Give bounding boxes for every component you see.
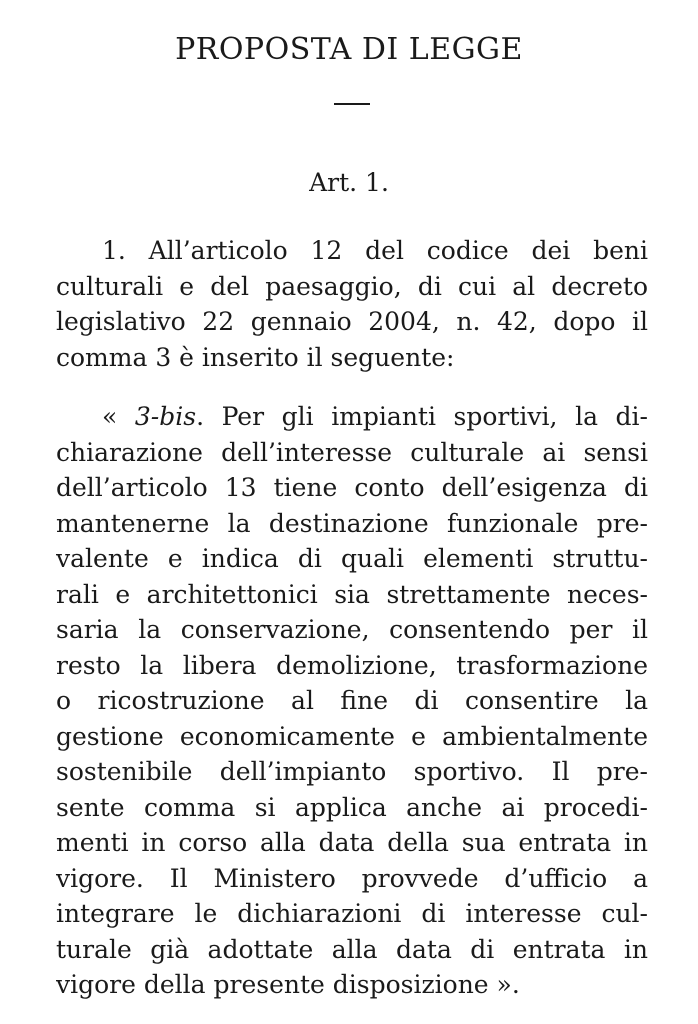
paragraph-2-quoted-text: [56, 399, 648, 1003]
paragraph-1-line: 1. All’articolo 12 del codice dei beni: [102, 236, 648, 265]
paragraph-2-line: integrare le dichiarazioni di interesse cul-: [56, 899, 648, 928]
first-line-text: . Per gli impianti sportivi, la di-: [196, 402, 648, 431]
paragraph-2-line: gestione economicamente e ambientalmente: [56, 721, 648, 751]
open-quote: «: [102, 402, 118, 431]
paragraph-2-line: sostenibile dell’impianto sportivo. Il pre-: [56, 757, 648, 786]
paragraph-2-line: o ricostruzione al fine di consentire la: [56, 686, 648, 715]
paragraph-2-line: sente comma si applica anche ai procedi-: [56, 792, 648, 822]
paragraph-2-line: menti in corso alla data della sua entrata in: [56, 828, 648, 857]
paragraph-2-line: saria la conservazione, consentendo per il: [56, 615, 648, 644]
paragraph-1-line: comma 3 è inserito il seguente:: [56, 342, 455, 372]
paragraph-2-line: vigore della presente disposizione ».: [56, 970, 520, 999]
paragraph-2-line: mantenerne la destinazione funzionale pre-: [56, 508, 648, 538]
article-heading: Art. 1.: [309, 168, 389, 197]
paragraph-2-line: turale già adottate alla data di entrata in: [56, 934, 648, 964]
document-title: PROPOSTA DI LEGGE: [175, 32, 523, 67]
comma-label: 3-bis: [134, 402, 197, 431]
title-separator: [334, 103, 370, 105]
paragraph-2-line: vigore. Il Ministero provvede d’ufficio a: [56, 863, 648, 893]
paragraph-2-line: rali e architettonici sia strettamente neces-: [56, 579, 648, 609]
paragraph-2-line: chiarazione dell’interesse culturale ai sensi: [56, 437, 648, 467]
paragraph-1: [56, 233, 648, 375]
paragraph-2-line: valente e indica di quali elementi struttu-: [56, 544, 648, 573]
paragraph-1-line: culturali e del paesaggio, di cui al decreto: [56, 271, 648, 301]
paragraph-2-line: resto la libera demolizione, trasformazione: [56, 650, 648, 680]
paragraph-2-line: dell’articolo 13 tiene conto dell’esigenza di: [56, 473, 648, 502]
paragraph-2-first-line: [56, 399, 648, 435]
paragraph-1-line: legislativo 22 gennaio 2004, n. 42, dopo il: [56, 307, 648, 336]
